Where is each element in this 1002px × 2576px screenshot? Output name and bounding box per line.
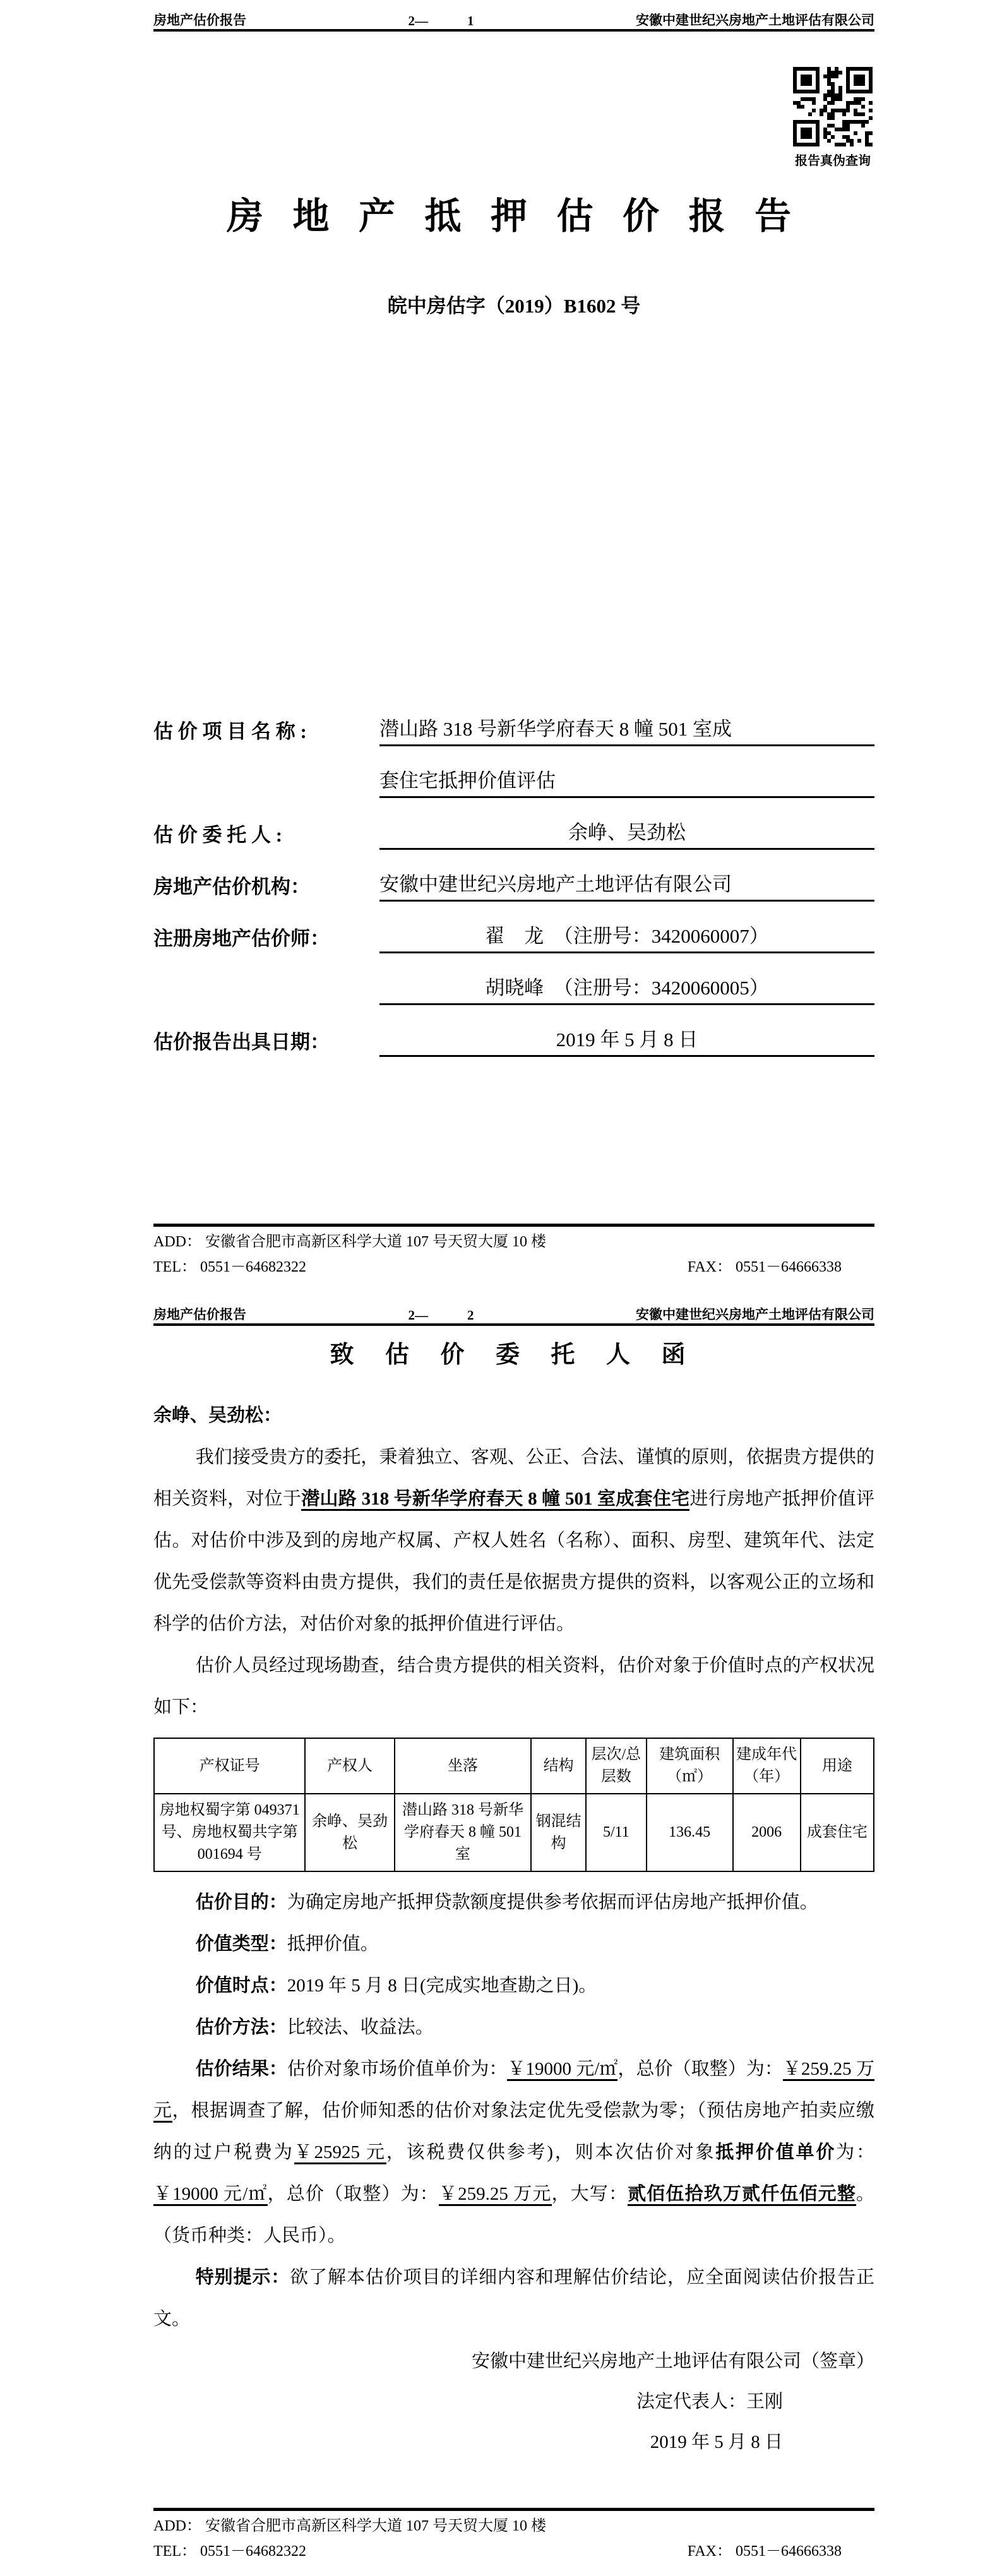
col-header-certificate-no: 产权证号 [154, 1738, 305, 1794]
property-rights-table [153, 1738, 874, 1872]
page1-running-footer [153, 1224, 874, 1277]
appraisal-result: 估价结果：估价对象市场价值单价为：￥19000 元/㎡，总价（取整）为：￥259.25 万元，根据调查了解，估价师知悉的估价对象法定优先受偿款为零；（预估房地产拍卖应缴纳的过户税费为￥25925 元，该税费仅供参考)，则本次估价对象抵押价值单价为：￥19000 元/㎡，总价（取整）为：￥259.25 万元，大写：贰佰伍拾玖万贰仟伍佰元整。（货币种类：人民币）。 [153, 2059, 874, 2246]
header-page-number [409, 13, 474, 29]
footer-contacts [153, 2542, 874, 2561]
footer-address: ADD： 安徽省合肥市高新区科学大道 107 号天贸大厦 10 楼 [153, 2518, 546, 2534]
report-page-2 [0, 1294, 1002, 2576]
col-header-year-built: 建成年代（年） [733, 1738, 801, 1794]
page-number: 1 [467, 13, 474, 28]
header-page-number [409, 1308, 474, 1323]
field-appraiser-1 [153, 902, 874, 953]
report-title: 房 地 产 抵 押 估 价 报 告 [226, 196, 801, 237]
footer-tel: TEL： 0551－64682322 [153, 2543, 306, 2560]
letter-title: 致 估 价 委 托 人 函 [330, 1342, 698, 1368]
project-name-label: 估 价 项 目 名 称 : [153, 720, 307, 742]
appraisal-method: 估价方法：比较法、收益法。 [195, 2017, 434, 2037]
cell-owner: 余峥、吴劲松 [305, 1794, 394, 1871]
header-company-name: 安徽中建世纪兴房地产土地评估有限公司 [636, 1307, 874, 1322]
col-header-usage: 用途 [801, 1738, 874, 1794]
letter-paragraph-1: 我们接受贵方的委托，秉着独立、客观、公正、合法、谨慎的原则，依据贵方提供的相关资料，对位于潜山路 318 号新华学府春天 8 幢 501 室成套住宅进行房地产抵押价值评估。对估价中涉及到的房地产权属、产权人姓名（名称）、面积、房型、建筑年代、法定优先受偿款等资料由贵方提供，我们的责任是依据贵方提供的资料，以客观公正的立场和科学的估价方法，对估价对象的抵押价值进行评估。 [153, 1447, 874, 1634]
header-doc-type: 房地产估价报告 [153, 1307, 246, 1322]
footer-fax: FAX： 0551－64666338 [687, 1259, 842, 1275]
footer-tel: TEL： 0551－64682322 [153, 1259, 306, 1275]
project-name-value-line1: 潜山路 318 号新华学府春天 8 幢 501 室成 [379, 717, 874, 746]
letter-paragraph-2: 估价人员经过现场勘查，结合贵方提供的相关资料，估价对象于价值时点的产权状况如下： [153, 1655, 874, 1717]
cell-usage: 成套住宅 [801, 1794, 874, 1871]
cell-certificate-no: 房地权蜀字第 049371 号、房地权蜀共字第 001694 号 [154, 1794, 305, 1871]
page1-running-header [153, 0, 874, 32]
appraiser-label: 注册房地产估价师： [153, 927, 330, 950]
signature-block [153, 2341, 874, 2462]
page-separator: 2— [408, 1308, 428, 1323]
report-doc-number: 皖中房估字（2019）B1602 号 [387, 295, 641, 317]
qr-caption: 报告真伪查询 [795, 154, 871, 168]
cover-fields [153, 695, 874, 1057]
report-verification-block [791, 67, 874, 169]
page-number: 2 [467, 1308, 474, 1323]
client-value: 余峥、吴劲松 [379, 821, 874, 850]
issue-date-label: 估价报告出具日期： [153, 1031, 330, 1053]
cell-location: 潜山路 318 号新华学府春天 8 幢 501 室 [395, 1794, 532, 1871]
agency-label: 房地产估价机构： [153, 876, 310, 898]
issue-date-value: 2019 年 5 月 8 日 [379, 1028, 874, 1057]
value-type: 价值类型：抵押价值。 [195, 1934, 379, 1954]
field-issue-date [153, 1005, 874, 1057]
footer-fax: FAX： 0551－64666338 [687, 2543, 842, 2560]
letter-salutation: 余峥、吴劲松： [153, 1405, 282, 1426]
field-project-name-cont [153, 746, 874, 798]
field-agency [153, 850, 874, 902]
appraiser-1-value: 翟 龙 （注册号：3420060007） [379, 924, 874, 953]
header-doc-type: 房地产估价报告 [153, 13, 246, 28]
special-notice: 特别提示：欲了解本估价项目的详细内容和理解估价结论，应全面阅读估价报告正文。 [153, 2267, 874, 2329]
letter-body [153, 1395, 874, 2462]
agency-value: 安徽中建世纪兴房地产土地评估有限公司 [379, 873, 874, 902]
project-name-value-line2: 套住宅抵押价值评估 [379, 769, 874, 798]
signature-date: 2019 年 5 月 8 日 [650, 2432, 783, 2452]
value-date: 价值时点：2019 年 5 月 8 日(完成实地查勘之日)。 [195, 1976, 597, 1996]
page-separator: 2— [408, 13, 428, 28]
field-appraiser-2 [153, 953, 874, 1005]
footer-address: ADD： 安徽省合肥市高新区科学大道 107 号天贸大厦 10 楼 [153, 1234, 546, 1250]
col-header-area: 建筑面积（㎡） [647, 1738, 733, 1794]
client-label: 估 价 委 托 人 : [153, 824, 283, 846]
project-name-label-spacer [153, 796, 379, 798]
footer-contacts [153, 1258, 874, 1277]
col-header-structure: 结构 [531, 1738, 586, 1794]
col-header-location: 坐落 [395, 1738, 532, 1794]
cell-year-built: 2006 [733, 1794, 801, 1871]
cell-floor: 5/11 [586, 1794, 647, 1871]
header-company-name: 安徽中建世纪兴房地产土地评估有限公司 [636, 13, 874, 28]
signature-representative: 法定代表人：王刚 [636, 2392, 783, 2412]
appraiser-2-value: 胡晓峰 （注册号：3420060005） [379, 976, 874, 1005]
appraisal-purpose: 估价目的：为确定房地产抵押贷款额度提供参考依据而评估房地产抵押价值。 [195, 1892, 818, 1912]
page2-running-header [153, 1294, 874, 1326]
signature-company: 安徽中建世纪兴房地产土地评估有限公司（签章） [471, 2351, 874, 2371]
cell-structure: 钢混结构 [531, 1794, 586, 1871]
cell-area: 136.45 [647, 1794, 733, 1871]
col-header-floor: 层次/总层数 [586, 1738, 647, 1794]
appraiser-label-spacer [153, 1003, 379, 1005]
col-header-owner: 产权人 [305, 1738, 394, 1794]
table-header-row [154, 1738, 874, 1794]
qr-code [793, 67, 873, 146]
table-row [154, 1794, 874, 1871]
page2-running-footer [153, 2508, 874, 2561]
field-client [153, 798, 874, 850]
field-project-name [153, 695, 874, 746]
